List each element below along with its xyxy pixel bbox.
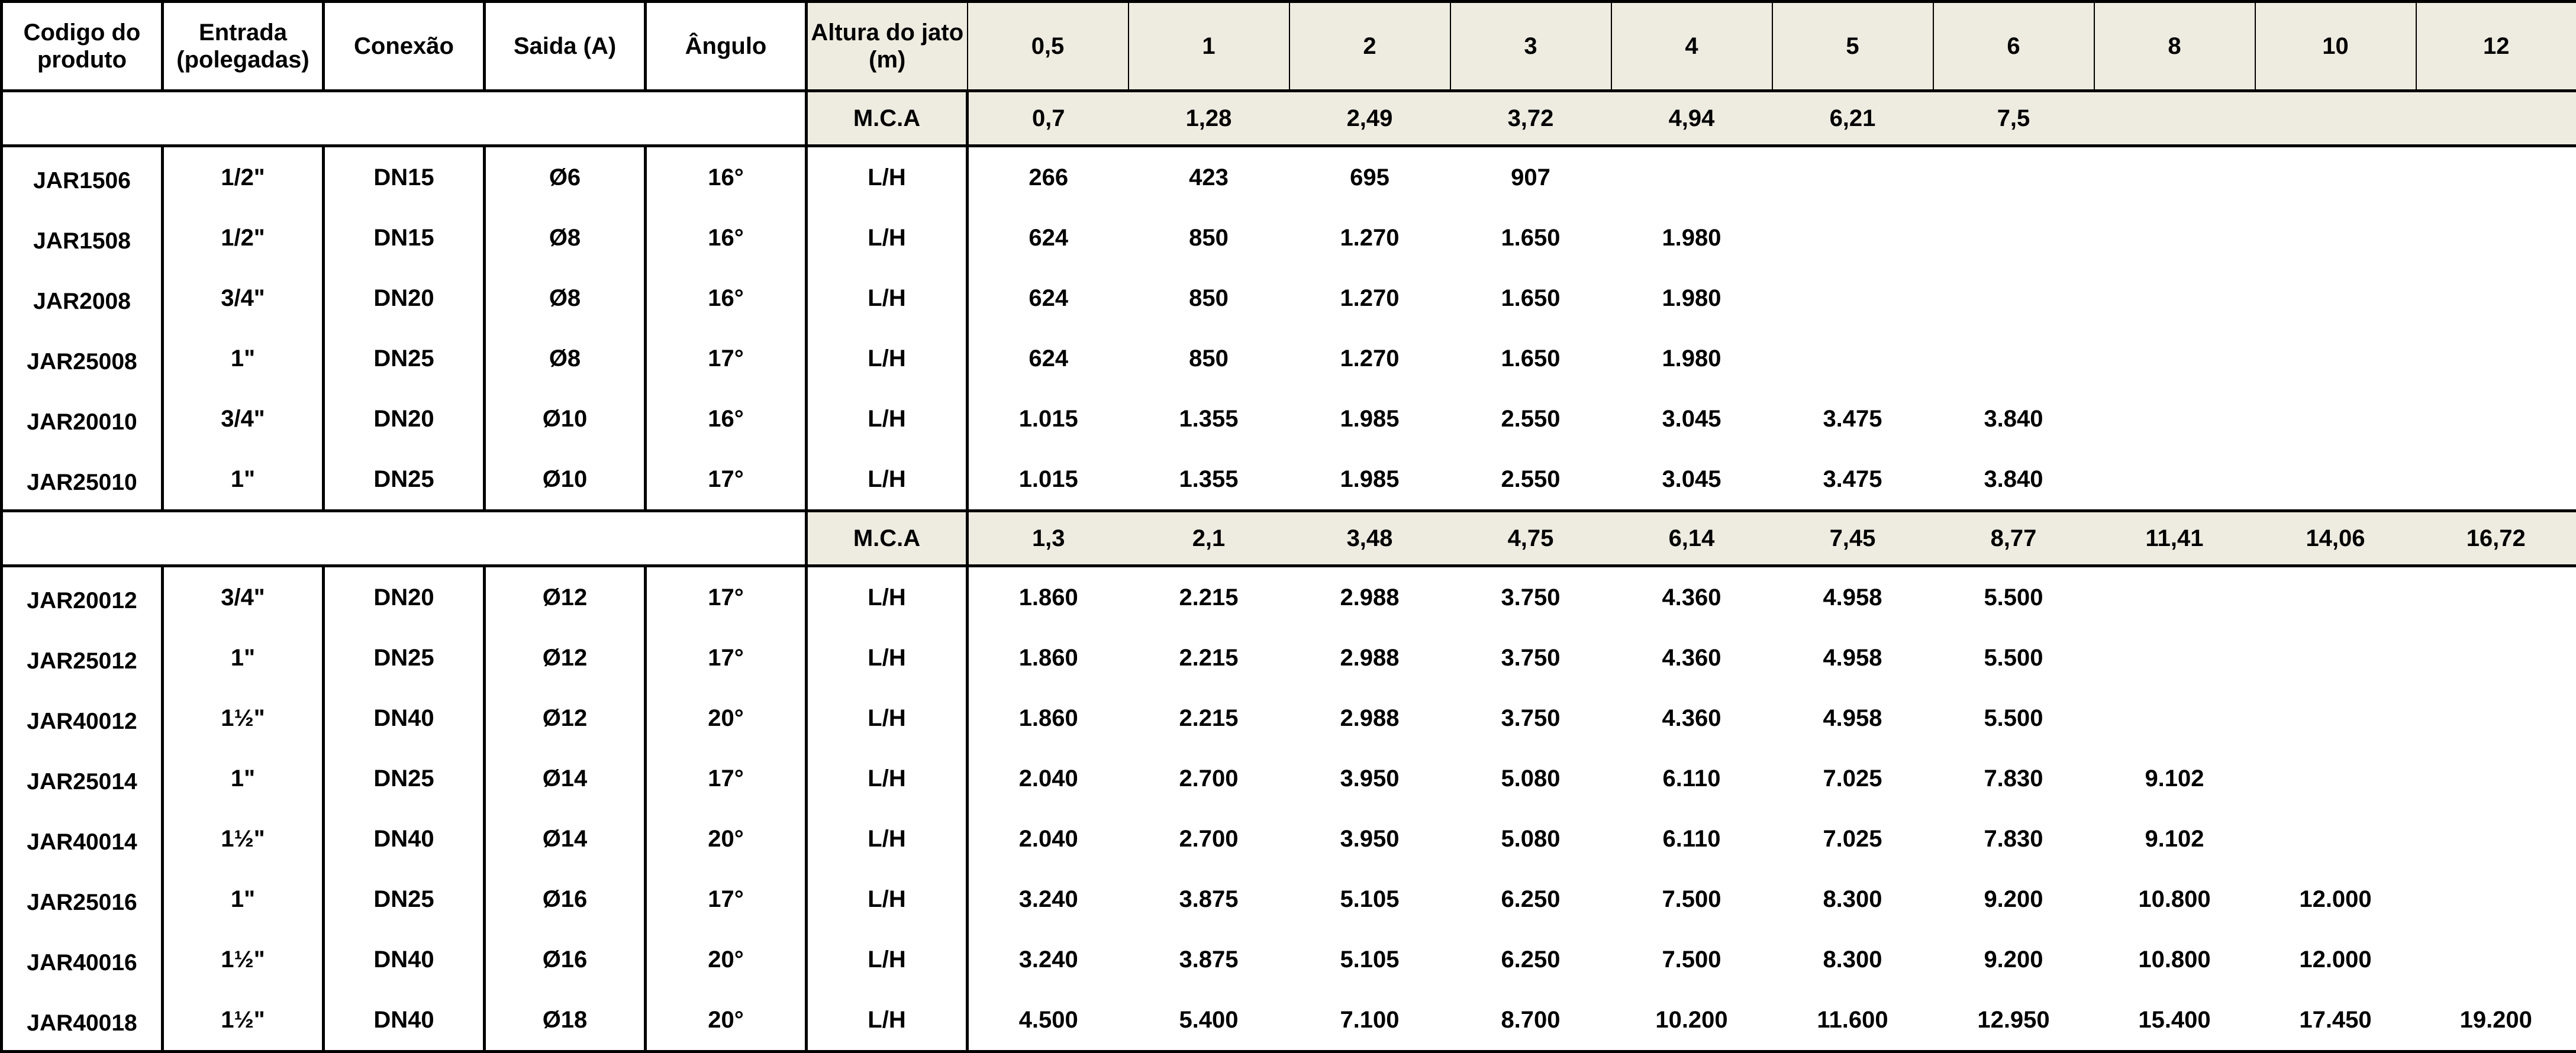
flow-value: 7.500 — [1611, 869, 1772, 929]
flow-value: 1.980 — [1611, 268, 1772, 328]
mca-blank-cell — [2, 511, 807, 566]
flow-value — [1933, 328, 2094, 389]
connection-size: DN40 — [324, 688, 485, 748]
spray-angle: 17° — [646, 869, 807, 929]
flow-value: 3.475 — [1772, 389, 1933, 449]
flow-value: 6.250 — [1450, 869, 1611, 929]
flow-value: 12.000 — [2255, 929, 2416, 990]
flow-value — [2255, 748, 2416, 809]
flow-value: 3.840 — [1933, 449, 2094, 511]
table-row — [2, 389, 2576, 449]
flow-value: 1.860 — [968, 688, 1129, 748]
header-inlet: Entrada (polegadas) — [163, 2, 324, 91]
mca-value: 1,28 — [1129, 91, 1289, 146]
connection-size: DN20 — [324, 566, 485, 628]
flow-value: 5.080 — [1450, 748, 1611, 809]
header-height: 2 — [1289, 2, 1450, 91]
flow-value: 6.110 — [1611, 809, 1772, 869]
flow-value — [2255, 146, 2416, 208]
inlet-size: 1" — [163, 869, 324, 929]
flow-unit: L/H — [807, 566, 968, 628]
flow-value — [2416, 628, 2576, 688]
flow-value: 7.100 — [1289, 990, 1450, 1052]
flow-value — [1933, 146, 2094, 208]
header-height: 3 — [1450, 2, 1611, 91]
inlet-size: 1½" — [163, 688, 324, 748]
inlet-size: 1/2" — [163, 208, 324, 268]
flow-value: 3.840 — [1933, 389, 2094, 449]
flow-value: 17.450 — [2255, 990, 2416, 1052]
flow-value: 3.875 — [1129, 929, 1289, 990]
product-code: JAR20010 — [2, 389, 163, 449]
mca-value: 8,77 — [1933, 511, 2094, 566]
flow-value: 850 — [1129, 328, 1289, 389]
flow-value: 1.015 — [968, 449, 1129, 511]
flow-value: 5.500 — [1933, 628, 2094, 688]
flow-value — [2094, 628, 2255, 688]
outlet-diameter: Ø18 — [485, 990, 646, 1052]
flow-unit: L/H — [807, 389, 968, 449]
header-height: 6 — [1933, 2, 2094, 91]
flow-value: 2.215 — [1129, 628, 1289, 688]
flow-value: 2.215 — [1129, 566, 1289, 628]
flow-value: 1.985 — [1289, 389, 1450, 449]
flow-value: 423 — [1129, 146, 1289, 208]
spray-angle: 20° — [646, 809, 807, 869]
flow-value — [2416, 809, 2576, 869]
product-code: JAR40014 — [2, 809, 163, 869]
product-code: JAR20012 — [2, 566, 163, 628]
flow-value: 850 — [1129, 268, 1289, 328]
flow-value — [2416, 688, 2576, 748]
inlet-size: 3/4" — [163, 268, 324, 328]
flow-value — [2094, 146, 2255, 208]
flow-value: 1.355 — [1129, 449, 1289, 511]
flow-value — [2255, 328, 2416, 389]
flow-value: 1.650 — [1450, 208, 1611, 268]
inlet-size: 1½" — [163, 990, 324, 1052]
connection-size: DN15 — [324, 146, 485, 208]
product-code: JAR25016 — [2, 869, 163, 929]
connection-size: DN20 — [324, 389, 485, 449]
flow-value — [2255, 688, 2416, 748]
table-row — [2, 688, 2576, 748]
flow-value: 624 — [968, 268, 1129, 328]
outlet-diameter: Ø14 — [485, 809, 646, 869]
connection-size: DN25 — [324, 328, 485, 389]
mca-value: 2,1 — [1129, 511, 1289, 566]
mca-value: 3,48 — [1289, 511, 1450, 566]
product-code: JAR40018 — [2, 990, 163, 1052]
flow-value: 8.300 — [1772, 869, 1933, 929]
table-row — [2, 809, 2576, 869]
outlet-diameter: Ø10 — [485, 389, 646, 449]
flow-value: 850 — [1129, 208, 1289, 268]
flow-value: 266 — [968, 146, 1129, 208]
flow-value: 7.830 — [1933, 748, 2094, 809]
header-outlet: Saida (A) — [485, 2, 646, 91]
flow-value: 2.988 — [1289, 566, 1450, 628]
spray-angle: 16° — [646, 268, 807, 328]
flow-value: 10.200 — [1611, 990, 1772, 1052]
product-code: JAR40016 — [2, 929, 163, 990]
inlet-size: 1½" — [163, 809, 324, 869]
connection-size: DN40 — [324, 990, 485, 1052]
mca-value — [2255, 91, 2416, 146]
table-row — [2, 328, 2576, 389]
flow-value — [2255, 809, 2416, 869]
flow-value: 1.650 — [1450, 328, 1611, 389]
table-row — [2, 449, 2576, 511]
flow-value: 1.980 — [1611, 208, 1772, 268]
mca-row — [2, 91, 2576, 146]
header-height: 1 — [1129, 2, 1289, 91]
flow-value: 10.800 — [2094, 869, 2255, 929]
flow-value: 2.215 — [1129, 688, 1289, 748]
product-code: JAR25010 — [2, 449, 163, 511]
flow-value: 1.860 — [968, 628, 1129, 688]
flow-value: 2.700 — [1129, 809, 1289, 869]
flow-value: 7.830 — [1933, 809, 2094, 869]
mca-row — [2, 511, 2576, 566]
inlet-size: 1" — [163, 449, 324, 511]
header-jet-height: Altura do jato (m) — [807, 2, 968, 91]
flow-value: 4.500 — [968, 990, 1129, 1052]
flow-value: 3.045 — [1611, 449, 1772, 511]
flow-value: 3.875 — [1129, 869, 1289, 929]
header-height: 8 — [2094, 2, 2255, 91]
flow-value — [1772, 328, 1933, 389]
spray-angle: 16° — [646, 208, 807, 268]
flow-value: 3.750 — [1450, 688, 1611, 748]
mca-blank-cell — [2, 91, 807, 146]
spray-angle: 16° — [646, 389, 807, 449]
flow-value: 4.958 — [1772, 566, 1933, 628]
flow-value — [1611, 146, 1772, 208]
flow-value: 4.958 — [1772, 688, 1933, 748]
flow-unit: L/H — [807, 449, 968, 511]
flow-value — [2416, 449, 2576, 511]
flow-value — [2255, 449, 2416, 511]
connection-size: DN25 — [324, 628, 485, 688]
flow-unit: L/H — [807, 929, 968, 990]
spray-angle: 20° — [646, 688, 807, 748]
flow-value: 12.000 — [2255, 869, 2416, 929]
flow-value: 624 — [968, 208, 1129, 268]
flow-unit: L/H — [807, 628, 968, 688]
flow-value — [2094, 566, 2255, 628]
flow-value: 11.600 — [1772, 990, 1933, 1052]
mca-value: 3,72 — [1450, 91, 1611, 146]
mca-value: 4,94 — [1611, 91, 1772, 146]
flow-value: 2.988 — [1289, 628, 1450, 688]
product-code: JAR1508 — [2, 208, 163, 268]
flow-value: 7.025 — [1772, 809, 1933, 869]
spray-angle: 20° — [646, 990, 807, 1052]
flow-value: 624 — [968, 328, 1129, 389]
flow-value: 5.105 — [1289, 869, 1450, 929]
mca-value: 2,49 — [1289, 91, 1450, 146]
flow-value: 3.045 — [1611, 389, 1772, 449]
flow-value: 907 — [1450, 146, 1611, 208]
spray-angle: 17° — [646, 328, 807, 389]
header-angle: Ângulo — [646, 2, 807, 91]
outlet-diameter: Ø10 — [485, 449, 646, 511]
flow-value — [2094, 688, 2255, 748]
flow-value — [1772, 268, 1933, 328]
inlet-size: 1" — [163, 328, 324, 389]
outlet-diameter: Ø16 — [485, 929, 646, 990]
outlet-diameter: Ø12 — [485, 566, 646, 628]
mca-value — [2416, 91, 2576, 146]
flow-value: 3.950 — [1289, 809, 1450, 869]
outlet-diameter: Ø8 — [485, 268, 646, 328]
mca-value: 11,41 — [2094, 511, 2255, 566]
inlet-size: 1" — [163, 748, 324, 809]
flow-value: 9.102 — [2094, 809, 2255, 869]
flow-value: 5.400 — [1129, 990, 1289, 1052]
inlet-size: 3/4" — [163, 389, 324, 449]
flow-value — [2255, 566, 2416, 628]
mca-value: 16,72 — [2416, 511, 2576, 566]
flow-value — [2416, 268, 2576, 328]
flow-value — [2416, 328, 2576, 389]
mca-value: 6,21 — [1772, 91, 1933, 146]
mca-value: 7,5 — [1933, 91, 2094, 146]
flow-value — [2416, 389, 2576, 449]
outlet-diameter: Ø14 — [485, 748, 646, 809]
mca-value: 0,7 — [968, 91, 1129, 146]
connection-size: DN25 — [324, 748, 485, 809]
product-code: JAR25008 — [2, 328, 163, 389]
flow-value: 1.355 — [1129, 389, 1289, 449]
flow-value — [2416, 748, 2576, 809]
flow-value — [2094, 268, 2255, 328]
flow-unit: L/H — [807, 869, 968, 929]
flow-unit: L/H — [807, 748, 968, 809]
flow-value: 10.800 — [2094, 929, 2255, 990]
spray-angle: 20° — [646, 929, 807, 990]
inlet-size: 1½" — [163, 929, 324, 990]
header-height: 5 — [1772, 2, 1933, 91]
spray-angle: 17° — [646, 566, 807, 628]
spray-angle: 17° — [646, 628, 807, 688]
flow-unit: L/H — [807, 688, 968, 748]
outlet-diameter: Ø6 — [485, 146, 646, 208]
connection-size: DN20 — [324, 268, 485, 328]
table-row — [2, 268, 2576, 328]
flow-value — [1772, 208, 1933, 268]
flow-value: 2.040 — [968, 809, 1129, 869]
flow-value: 12.950 — [1933, 990, 2094, 1052]
product-code: JAR2008 — [2, 268, 163, 328]
flow-unit: L/H — [807, 990, 968, 1052]
product-code: JAR25012 — [2, 628, 163, 688]
flow-unit: L/H — [807, 268, 968, 328]
header-height: 0,5 — [968, 2, 1129, 91]
flow-value — [2255, 628, 2416, 688]
mca-label: M.C.A — [807, 91, 968, 146]
flow-value: 15.400 — [2094, 990, 2255, 1052]
flow-value: 6.110 — [1611, 748, 1772, 809]
flow-value — [1933, 268, 2094, 328]
flow-value: 4.360 — [1611, 566, 1772, 628]
flow-value: 5.080 — [1450, 809, 1611, 869]
outlet-diameter: Ø8 — [485, 328, 646, 389]
flow-value — [2094, 449, 2255, 511]
flow-value — [2416, 566, 2576, 628]
flow-value: 5.500 — [1933, 688, 2094, 748]
spray-angle: 17° — [646, 449, 807, 511]
flow-value: 1.015 — [968, 389, 1129, 449]
flow-value — [2255, 389, 2416, 449]
mca-value: 14,06 — [2255, 511, 2416, 566]
flow-value: 7.025 — [1772, 748, 1933, 809]
flow-value: 3.950 — [1289, 748, 1450, 809]
flow-value: 1.270 — [1289, 208, 1450, 268]
flow-value: 2.700 — [1129, 748, 1289, 809]
header-height: 12 — [2416, 2, 2576, 91]
flow-value: 8.300 — [1772, 929, 1933, 990]
flow-value: 3.475 — [1772, 449, 1933, 511]
table-row — [2, 869, 2576, 929]
flow-value — [2416, 208, 2576, 268]
flow-value: 2.550 — [1450, 449, 1611, 511]
header-connection: Conexão — [324, 2, 485, 91]
outlet-diameter: Ø8 — [485, 208, 646, 268]
table-row — [2, 748, 2576, 809]
spray-angle: 16° — [646, 146, 807, 208]
mca-value: 6,14 — [1611, 511, 1772, 566]
flow-value: 3.750 — [1450, 566, 1611, 628]
mca-value: 4,75 — [1450, 511, 1611, 566]
flow-value — [2255, 268, 2416, 328]
flow-value — [2416, 146, 2576, 208]
flow-value: 9.200 — [1933, 869, 2094, 929]
connection-size: DN25 — [324, 869, 485, 929]
connection-size: DN40 — [324, 809, 485, 869]
flow-value — [2416, 929, 2576, 990]
product-code: JAR1506 — [2, 146, 163, 208]
outlet-diameter: Ø12 — [485, 688, 646, 748]
flow-value: 5.500 — [1933, 566, 2094, 628]
flow-unit: L/H — [807, 328, 968, 389]
connection-size: DN15 — [324, 208, 485, 268]
header-row — [2, 2, 2576, 91]
mca-value: 1,3 — [968, 511, 1129, 566]
flow-value — [2094, 208, 2255, 268]
flow-unit: L/H — [807, 208, 968, 268]
inlet-size: 1/2" — [163, 146, 324, 208]
flow-value: 1.650 — [1450, 268, 1611, 328]
connection-size: DN25 — [324, 449, 485, 511]
table-row — [2, 146, 2576, 208]
product-code: JAR25014 — [2, 748, 163, 809]
flow-value: 1.985 — [1289, 449, 1450, 511]
flow-value — [1772, 146, 1933, 208]
outlet-diameter: Ø12 — [485, 628, 646, 688]
mca-label: M.C.A — [807, 511, 968, 566]
flow-value: 1.270 — [1289, 328, 1450, 389]
flow-value: 3.240 — [968, 929, 1129, 990]
header-code: Codigo do produto — [2, 2, 163, 91]
header-height: 4 — [1611, 2, 1772, 91]
flow-value: 5.105 — [1289, 929, 1450, 990]
flow-value — [2094, 389, 2255, 449]
flow-value: 8.700 — [1450, 990, 1611, 1052]
flow-value: 4.958 — [1772, 628, 1933, 688]
flow-value — [2416, 869, 2576, 929]
mca-value — [2094, 91, 2255, 146]
flow-value: 1.270 — [1289, 268, 1450, 328]
mca-value: 7,45 — [1772, 511, 1933, 566]
table-row — [2, 566, 2576, 628]
flow-value — [1933, 208, 2094, 268]
flow-value: 1.980 — [1611, 328, 1772, 389]
flow-value: 19.200 — [2416, 990, 2576, 1052]
table-row — [2, 990, 2576, 1052]
flow-value: 9.102 — [2094, 748, 2255, 809]
connection-size: DN40 — [324, 929, 485, 990]
flow-value: 4.360 — [1611, 628, 1772, 688]
spray-angle: 17° — [646, 748, 807, 809]
flow-unit: L/H — [807, 809, 968, 869]
flow-value: 2.040 — [968, 748, 1129, 809]
flow-value: 7.500 — [1611, 929, 1772, 990]
flow-unit: L/H — [807, 146, 968, 208]
product-code: JAR40012 — [2, 688, 163, 748]
inlet-size: 1" — [163, 628, 324, 688]
header-height: 10 — [2255, 2, 2416, 91]
flow-value: 1.860 — [968, 566, 1129, 628]
table-row — [2, 929, 2576, 990]
flow-value: 695 — [1289, 146, 1450, 208]
table-row — [2, 628, 2576, 688]
outlet-diameter: Ø16 — [485, 869, 646, 929]
inlet-size: 3/4" — [163, 566, 324, 628]
flow-value: 2.988 — [1289, 688, 1450, 748]
flow-value — [2094, 328, 2255, 389]
flow-value: 9.200 — [1933, 929, 2094, 990]
table-row — [2, 208, 2576, 268]
flow-value: 3.750 — [1450, 628, 1611, 688]
flow-value: 2.550 — [1450, 389, 1611, 449]
flow-value — [2255, 208, 2416, 268]
flow-value: 3.240 — [968, 869, 1129, 929]
flow-value: 6.250 — [1450, 929, 1611, 990]
flow-value: 4.360 — [1611, 688, 1772, 748]
